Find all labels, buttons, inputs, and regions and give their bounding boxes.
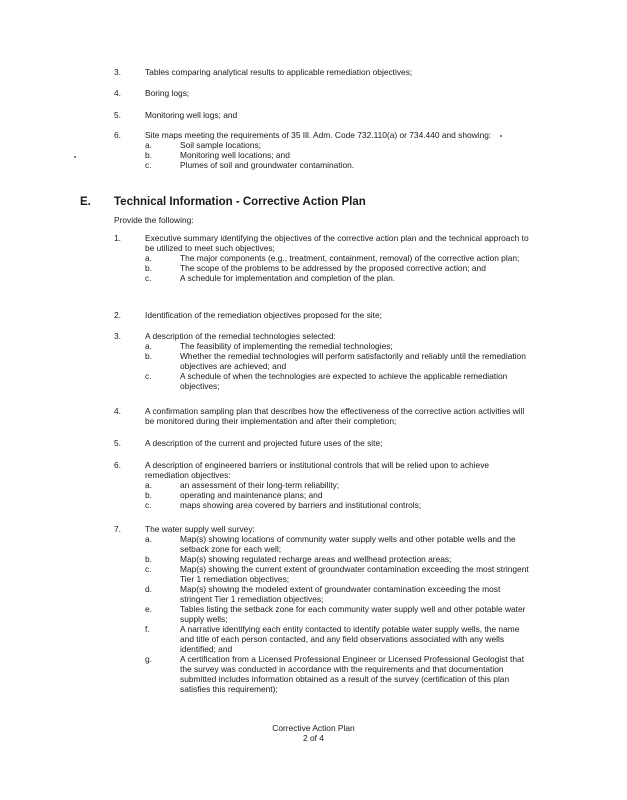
sub-item-letter: c. <box>145 273 152 283</box>
sub-item-text: A schedule of when the technologies are expected to achieve the applicable remediation objectives; <box>180 371 508 391</box>
sub-item-letter: d. <box>145 584 152 594</box>
list-item <box>114 233 534 283</box>
sub-item <box>145 150 534 160</box>
list-item <box>114 406 534 426</box>
sub-item <box>145 140 534 150</box>
sub-item <box>145 564 534 584</box>
list-item <box>114 331 534 391</box>
sub-item-letter: a. <box>145 480 152 490</box>
scan-speck <box>500 135 502 137</box>
sub-item <box>145 480 534 490</box>
sub-item-text: A narrative identifying each entity contacted to identify potable water supply wells, the name and title of each person contacted, and any field observations associated with any wells identified; and <box>180 624 520 654</box>
item-text: A description of the current and projected future uses of the site; <box>145 438 383 448</box>
item-number: 2. <box>114 310 121 320</box>
item-text: The water supply well survey: <box>145 524 255 534</box>
item-text: Boring logs; <box>145 88 190 98</box>
sub-item-text: The feasibility of implementing the remedial technologies; <box>180 341 393 351</box>
sub-item-text: The major components (e.g., treatment, containment, removal) of the corrective action plan; <box>180 253 520 263</box>
item-text: A description of the remedial technologies selected: <box>145 331 336 341</box>
sub-item-letter: c. <box>145 371 152 381</box>
section-heading <box>80 197 540 207</box>
section-intro: Provide the following: <box>114 215 194 225</box>
item-text: Executive summary identifying the objectives of the corrective action plan and the technical approach to be utilized to meet such objectives; <box>145 233 529 253</box>
sub-item <box>145 654 534 694</box>
sub-item-text: an assessment of their long-term reliability; <box>180 480 340 490</box>
item-text: A confirmation sampling plan that describes how the effectiveness of the corrective action activities will be monitored during their implementation and after their completion; <box>145 406 525 426</box>
sub-item-letter: b. <box>145 351 152 361</box>
item-number: 7. <box>114 524 121 534</box>
sub-item-text: A certification from a Licensed Professional Engineer or Licensed Professional Geologist that the survey was conducted in accordance with the requirements and that documentation submitted includes information obtained as a result of the survey (certification of this plan satisfies this requirement); <box>180 654 525 694</box>
item-number: 5. <box>114 110 121 120</box>
list-item <box>114 524 534 694</box>
sub-item <box>145 554 534 564</box>
item-number: 3. <box>114 331 121 341</box>
list-item <box>114 460 534 510</box>
sub-item <box>145 500 534 510</box>
sub-item <box>145 624 534 654</box>
sub-item <box>145 490 534 500</box>
item-text: Monitoring well logs; and <box>145 110 238 120</box>
sub-item <box>145 534 534 554</box>
item-text: Identification of the remediation objectives proposed for the site; <box>145 310 382 320</box>
sub-item <box>145 371 534 391</box>
list-item <box>114 310 534 320</box>
section-letter: E. <box>80 196 91 208</box>
sub-item-text: Soil sample locations; <box>180 140 261 150</box>
sub-item-text: Map(s) showing the modeled extent of groundwater contamination exceeding the most stringent Tier 1 remediation objectives; <box>180 584 501 604</box>
sub-item-letter: g. <box>145 654 152 664</box>
sub-item <box>145 160 534 170</box>
sub-item-letter: b. <box>145 263 152 273</box>
sub-item-text: Monitoring well locations; and <box>180 150 290 160</box>
sub-item-letter: a. <box>145 253 152 263</box>
sub-item <box>145 273 534 283</box>
item-number: 5. <box>114 438 121 448</box>
sub-item-text: Map(s) showing the current extent of groundwater contamination exceeding the most stringent Tier 1 remediation objectives; <box>180 564 529 584</box>
sub-item <box>145 604 534 624</box>
item-number: 6. <box>114 460 121 470</box>
sub-item-letter: c. <box>145 500 152 510</box>
page-number: 2 of 4 <box>303 733 324 743</box>
scan-speck <box>74 156 76 158</box>
list-item <box>114 67 534 77</box>
sub-item-text: Plumes of soil and groundwater contamination. <box>180 160 355 170</box>
sub-item-text: Whether the remedial technologies will perform satisfactorily and reliably until the remediation objectives are achieved; and <box>180 351 526 371</box>
sub-item <box>145 584 534 604</box>
sub-item-letter: e. <box>145 604 152 614</box>
item-text: A description of engineered barriers or institutional controls that will be relied upon to achieve remediation objectives: <box>145 460 490 480</box>
item-number: 1. <box>114 233 121 243</box>
sub-item-text: operating and maintenance plans; and <box>180 490 323 500</box>
sub-item <box>145 253 534 263</box>
sub-item-letter: b. <box>145 150 152 160</box>
item-number: 4. <box>114 88 121 98</box>
sub-item <box>145 341 534 351</box>
list-item <box>114 110 534 120</box>
sub-item-letter: b. <box>145 490 152 500</box>
sub-item-letter: f. <box>145 624 150 634</box>
item-text: Site maps meeting the requirements of 35 Ill. Adm. Code 732.110(a) or 734.440 and showing: <box>145 130 492 140</box>
sub-item-text: Map(s) showing regulated recharge areas and wellhead protection areas; <box>180 554 452 564</box>
item-number: 6. <box>114 130 121 140</box>
sub-item-text: Tables listing the setback zone for each community water supply well and other potable water supply wells; <box>180 604 526 624</box>
sub-item-letter: c. <box>145 564 152 574</box>
sub-item-letter: a. <box>145 140 152 150</box>
list-item <box>114 438 534 448</box>
sub-item-text: A schedule for implementation and completion of the plan. <box>180 273 396 283</box>
sub-item-letter: a. <box>145 534 152 544</box>
sub-item-text: maps showing area covered by barriers and institutional controls; <box>180 500 422 510</box>
sub-item-text: The scope of the problems to be addressed by the proposed corrective action; and <box>180 263 486 273</box>
sub-item-letter: b. <box>145 554 152 564</box>
item-number: 4. <box>114 406 121 416</box>
list-item <box>114 88 534 98</box>
item-text: Tables comparing analytical results to applicable remediation objectives; <box>145 67 413 77</box>
sub-item-letter: c. <box>145 160 152 170</box>
list-item <box>114 130 534 170</box>
sub-item-text: Map(s) showing locations of community water supply wells and other potable wells and the setback zone for each well; <box>180 534 516 554</box>
sub-item <box>145 351 534 371</box>
sub-item <box>145 263 534 273</box>
section-title: Technical Information - Corrective Action Plan <box>114 196 366 208</box>
item-number: 3. <box>114 67 121 77</box>
footer-title: Corrective Action Plan <box>272 723 355 733</box>
sub-item-letter: a. <box>145 341 152 351</box>
